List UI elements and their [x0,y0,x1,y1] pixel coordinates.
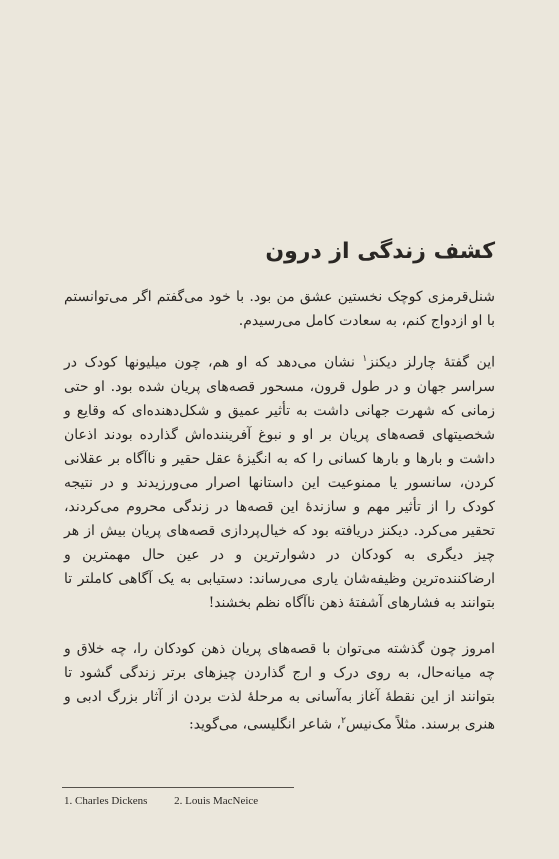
footnote-divider [62,787,294,788]
footnote-ref-1: ۱ [362,354,368,364]
paragraph-3-start: امروز چون گذشته می‌توان با قصه‌های پریان ذهن کودکان را، چه خلاق و چه میانه‌حال، به روی درک و ارج گذاردن چیزهای برتر زندگی گشود تا بتوانند از این نقطهٔ آغاز به‌آسانی به مرحلهٔ لذت بردن از آثار بزرگ ادبی و هنری برسند. مثلاً مک‌نیس [64,641,495,733]
footnote-1: 1. Charles Dickens [64,795,148,807]
paragraph-3-rest: ، شاعر انگلیسی، می‌گوید: [189,716,342,733]
paragraph-2 [64,347,495,615]
paragraph-3 [64,637,495,737]
footnote-2: 2. Louis MacNeice [174,795,259,807]
footnote-ref-2: ۲ [341,716,346,726]
paragraph-2-start: این گفتهٔ چارلز دیکنز [367,354,495,371]
paragraph-2-rest: نشان می‌دهد که او هم، چون میلیونها کودک در سراسر جهان و در طول قرون، مسحور قصه‌های پریان شده بود. او حتی زمانی که شهرت جهانی داشت به تأثیر عمیق و شکل‌دهنده‌ای که وقایع و شخصیتهای قصه‌های پریان بر او و نبوغ آفریننده‌اش گذارده بودند اذعان داشت و بارها و بارها کسانی را که به انگیزهٔ عقل حقیر و ناآگاه بر عقلانی کردن، سانسور یا ممنوعیت این داستانها اصرار می‌ورزیدند و در نتیجه کودک را از تأثیر مهم و سازندهٔ این قصه‌ها در زندگی محروم می‌کردند، تحقیر می‌کرد. دیکنز دریافته بود که خیال‌پردازی قصه‌های پریان بیش از هر چیز دیگری به کودکان در دشوارترین و در عین حال مهمترین و ارضاکننده‌ترین وظیفه‌شان یاری می‌رساند: دستیابی به یک آگاهی کاملتر تا بتوانند به فشارهای آشفتهٔ ذهن ناآگاه نظم بخشند! [64,354,495,611]
paragraph-1: شنل‌قرمزی کوچک نخستین عشق من بود. با خود می‌گفتم اگر می‌توانستم با او ازدواج کنم، به سعادت کامل می‌رسیدم. [64,289,495,329]
footnotes [64,795,282,807]
section-title: کشف زندگی از درون [265,239,495,264]
